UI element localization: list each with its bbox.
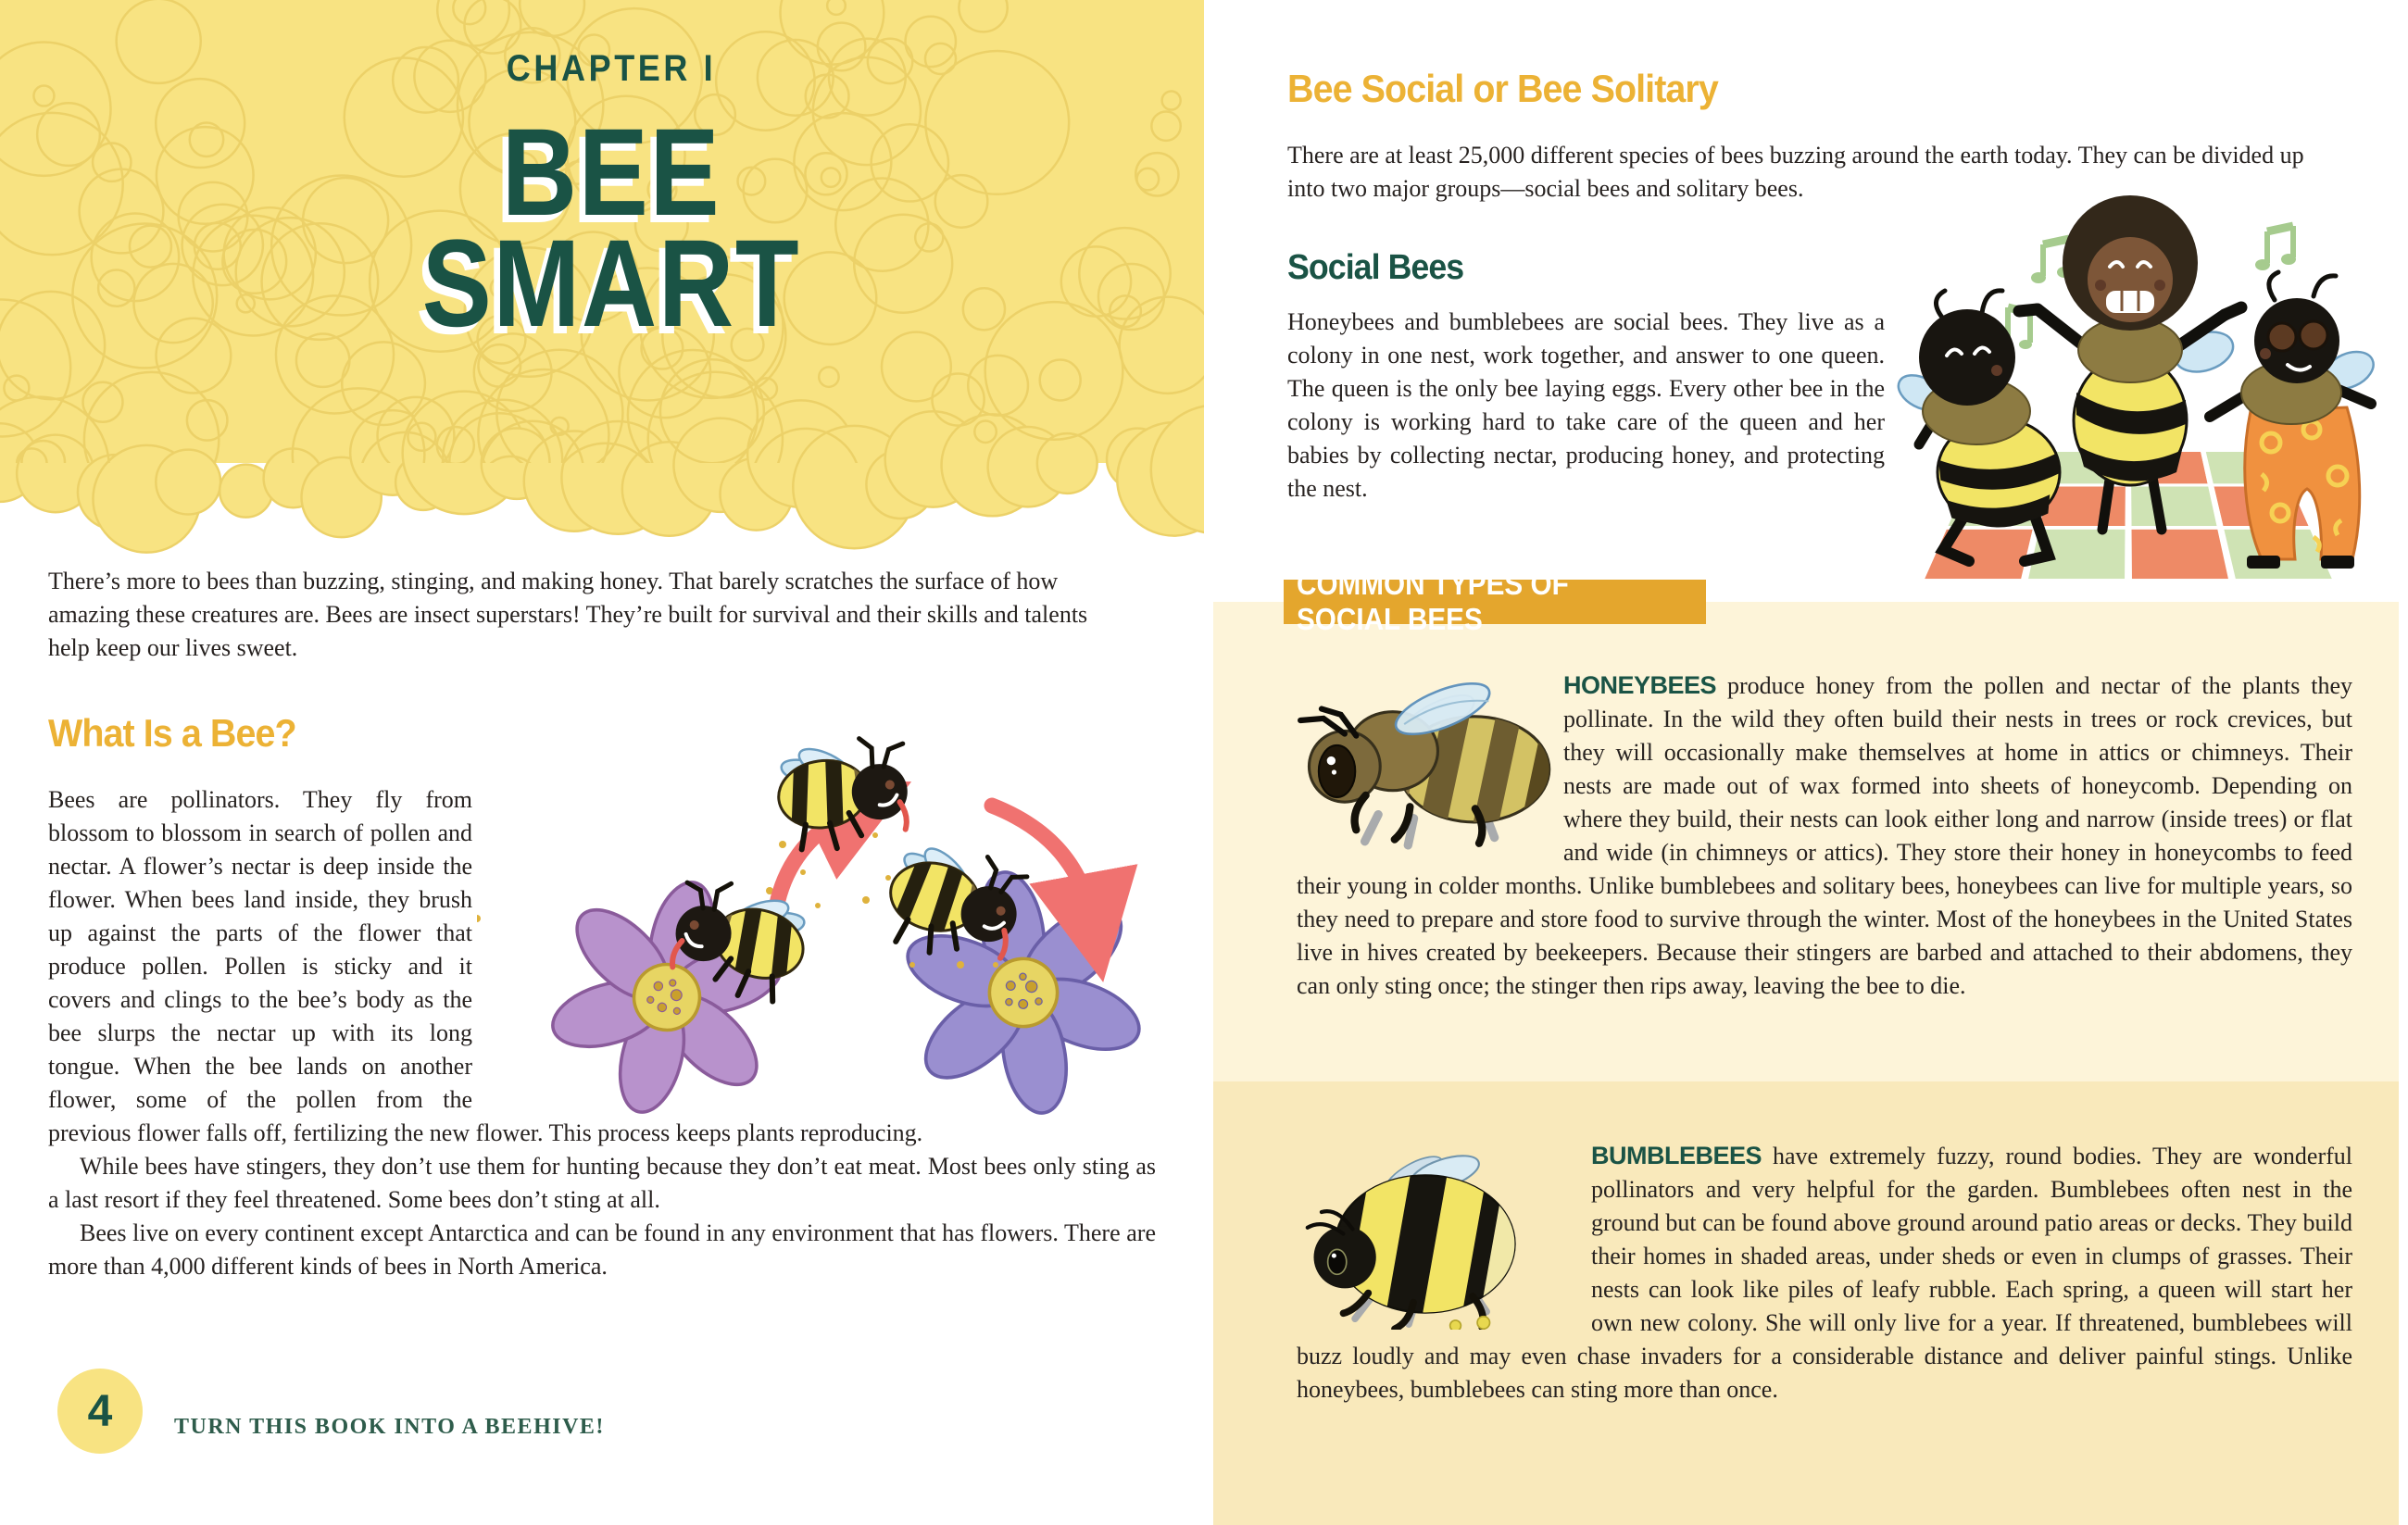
chapter-title-line1: BEE — [501, 104, 721, 242]
bumblebees-label: BUMBLEBEES — [1591, 1142, 1762, 1169]
social-bees-heading: Social Bees — [1287, 248, 1464, 287]
honeybees-body: produce honey from the pollen and nectar of the plants they pollinate. In the wild they often build their nests in trees or rock crevices, but they will occasionally make themselves at home in attics or chimneys. Their nests are made out of wax formed into sheets of honeycomb. Depending on where they build, their nests can look either long and narrow (inside trees) or flat and wide (in chimneys or attics). They store their honey in honeycombs to feed their young in colder months. Unlike bumblebees and solitary bees, honeybees can live for multiple years, so they need to prepare and store food to survive through the winter. Most of the honeybees in the United States live in hives created by beekeepers. Because their stingers are barbed and attached to their abdomens, they can only sting once; the stinger then rips away, leaving the bee to die. — [1297, 672, 2352, 999]
bumblebee-illustration — [1297, 1139, 1591, 1337]
left-intro-paragraph: There’s more to bees than buzzing, stinging, and making honey. That barely scratches the surface of how amazing these creatures are. Bees are insect superstars! They’re built for survival and their skills and talents help keep our lives sweet. — [48, 568, 1088, 661]
page-number-badge — [57, 1369, 143, 1454]
what-is-a-bee-para3: Bees live on every continent except Antarctica and can be found in any environment that has flowers. There are more than 4,000 different kinds of bees in North America. — [48, 1219, 1156, 1280]
dancing-bee-left — [1893, 291, 2061, 561]
honeybees-box — [1213, 602, 2399, 1081]
honeybee-illustration — [1297, 669, 1563, 865]
bee-flying — [771, 729, 916, 856]
dancing-bees-drawing — [1878, 159, 2389, 593]
honeybees-label: HONEYBEES — [1563, 671, 1717, 699]
bumblebees-box — [1213, 1081, 2399, 1525]
social-bees-paragraph: Honeybees and bumblebees are social bees. They live as a colony in one nest, work together, and answer to one queen. The queen is the only bee laying eggs. Every other bee in the colony is working hard to take care of the queen and her babies by collecting nectar, producing honey, and protecting the nest. — [1287, 308, 1885, 502]
book-tagline: TURN THIS BOOK INTO A BEEHIVE! — [174, 1415, 605, 1439]
flower-left — [525, 855, 809, 1127]
bee-social-heading: Bee Social or Bee Solitary — [1287, 67, 1718, 110]
common-types-banner-label: COMMON TYPES OF SOCIAL BEES — [1297, 567, 1569, 636]
what-is-a-bee-para2: While bees have stingers, they don’t use them for hunting because they don’t eat meat. Most bees only sting as a last resort if they feel threatened. Some bees don’t sting at all. — [48, 1153, 1156, 1213]
dancing-bees-illustration — [1878, 159, 2389, 593]
chapter-title-block — [278, 48, 945, 353]
what-is-a-bee-heading: What Is a Bee? — [48, 711, 296, 755]
chapter-title-line2: SMART — [421, 215, 801, 353]
music-note-icon — [2255, 226, 2296, 270]
what-is-a-bee-para1: Bees are pollinators. They fly from blossom to blossom in search of pollen and nectar. A flower’s nectar is deep inside the flower. When bees land inside, they brush up against the parts of the flower that produce pollen. Pollen is sticky and it covers and clings to the bee’s body as the bee slurps the nectar up with its long tongue. When the bee lands on another flower, some of the pollen from the previous flower falls off, fertilizing the new flower. This process keeps plants reproducing. — [48, 786, 923, 1146]
bees-pollinating-flowers-illustration — [477, 687, 1153, 1127]
chapter-label: CHAPTER I — [506, 48, 717, 89]
common-types-banner — [1284, 567, 1706, 636]
right-intro-paragraph: There are at least 25,000 different species of bees buzzing around the earth today. They can be divided up into two major groups—social bees and solitary bees. — [1287, 142, 2304, 202]
page-number: 4 — [87, 1386, 113, 1436]
bumblebees-body: have extremely fuzzy, round bodies. They are wonderful pollinators and very helpful for the garden. Bumblebees often nest in the ground but can be found above ground around patio areas or decks. They build their homes in shaded areas, under sheds or even in clumps of grasses. Their nests can look like piles of leafy rubble. Each spring, a queen will start her own new colony. She will only live for a year. If threatened, bumblebees will buzz loudly and may even chase invaders for a considerable distance and deliver painful stings. Unlike honeybees, bumblebees can sting more than once. — [1297, 1143, 2352, 1403]
